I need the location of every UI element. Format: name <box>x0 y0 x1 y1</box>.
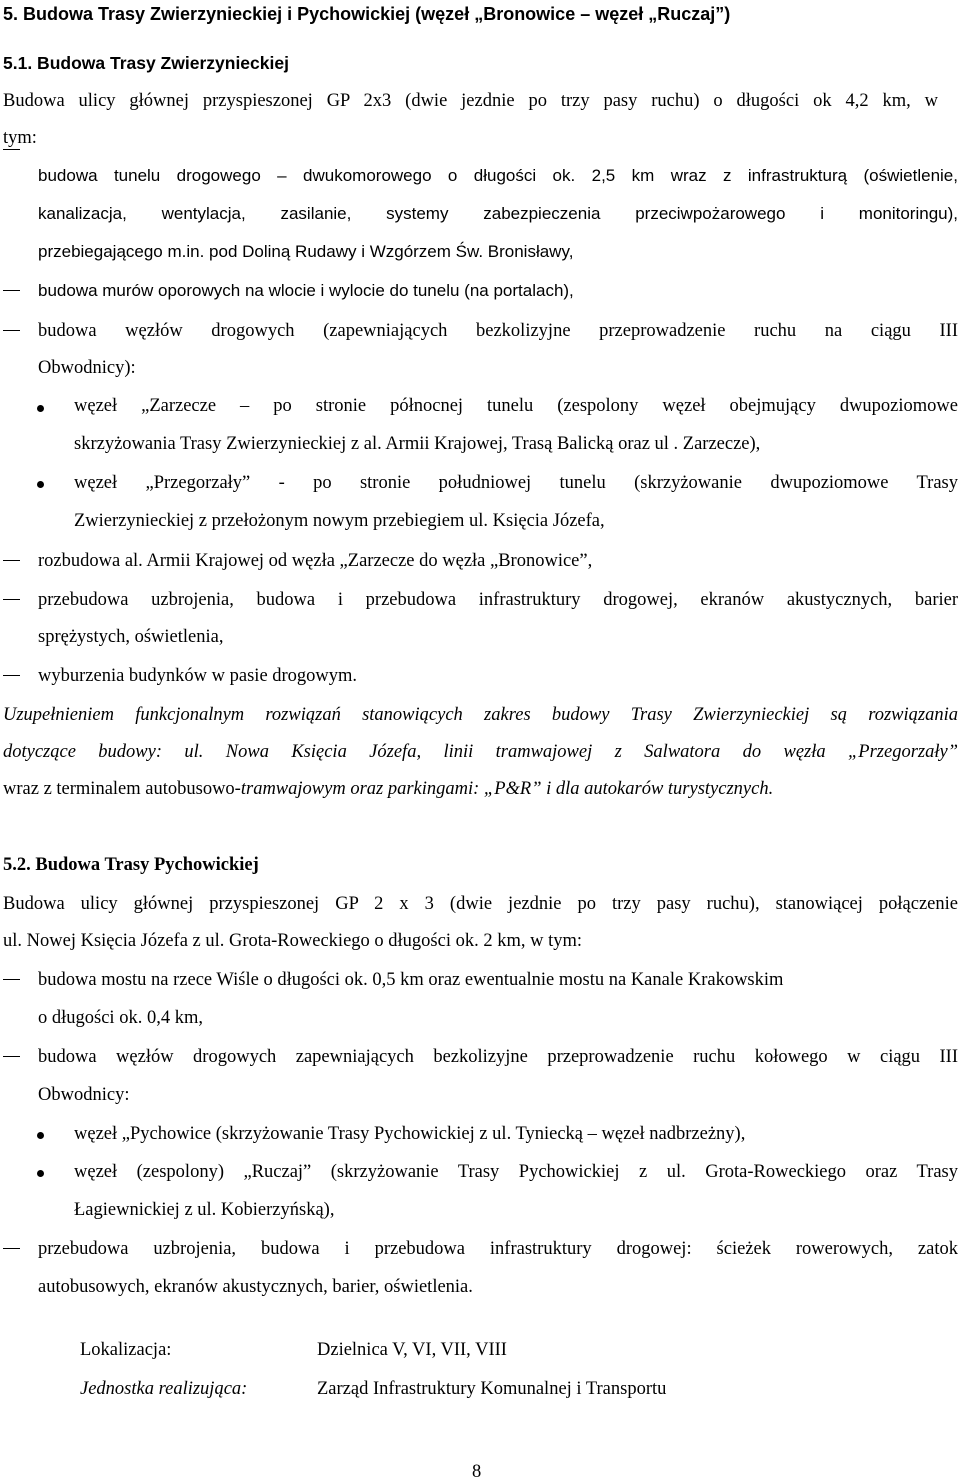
sublist-item-pychowice: węzeł „Pychowice (skrzyżowanie Trasy Pychowickiej z ul. Tyniecką – węzeł nadbrzeżny), <box>74 1124 746 1144</box>
dash-bullet-icon <box>3 675 20 676</box>
section-2-intro: Budowa ulicy głównej przyspieszonej GP 2 x 3 (dwie jezdnie po trzy pasy ruchu), stanowiącej połączenie <box>3 894 958 914</box>
list-item-tunnel-cont: kanalizacja, wentylacja, zasilanie, systemy zabezpieczenia przeciwpożarowego i monitoringu), <box>38 204 958 223</box>
sublist-item-zarzecze: węzeł „Zarzecze – po stronie północnej tunelu (zespolony węzeł obejmujący dwupoziomowe <box>74 396 958 416</box>
list-item-bridge-cont: o długości ok. 0,4 km, <box>38 1008 203 1028</box>
list-item-expansion: rozbudowa al. Armii Krajowej od węzła „Zarzecze do węzła „Bronowice”, <box>38 551 593 571</box>
list-item-rebuild-2: przebudowa uzbrojenia, budowa i przebudowa infrastruktury drogowej: ścieżek rowerowych, zatok <box>38 1239 958 1259</box>
dash-bullet-icon <box>3 290 20 291</box>
list-item-rebuild: przebudowa uzbrojenia, budowa i przebudowa infrastruktury drogowej, ekranów akustycznych, barier <box>38 590 958 610</box>
sublist-item-przegorzaly: węzeł „Przegorzały” - po stronie południowej tunelu (skrzyżowanie dwupoziomowe Trasy <box>74 473 958 493</box>
list-item-tunnel: budowa tunelu drogowego – dwukomorowego o długości ok. 2,5 km wraz z infrastrukturą (oświetlenie, <box>38 166 958 185</box>
sublist-item-zarzecze-cont: skrzyżowania Trasy Zwierzynieckiej z al. Armii Krajowej, Trasą Balicką oraz ul . Zarzecze), <box>74 434 761 454</box>
list-item-walls: budowa murów oporowych na wlocie i wylocie do tunelu (na portalach), <box>38 281 574 300</box>
main-heading: 5. Budowa Trasy Zwierzynieckiej i Pychowickiej (węzeł „Bronowice – węzeł „Ruczaj”) <box>3 4 731 24</box>
unit-value: Zarząd Infrastruktury Komunalnej i Transportu <box>317 1379 667 1399</box>
section-1-intro: Budowa ulicy głównej przyspieszonej GP 2x3 (dwie jezdnie po trzy pasy ruchu) o długości ok 4,2 km, w <box>3 91 938 111</box>
note-paragraph-cont: dotyczące budowy: ul. Nowa Księcia Józefa, linii tramwajowej z Salwatora do węzła „Przegorzały” <box>3 742 958 762</box>
round-bullet-icon <box>37 481 44 488</box>
sublist-item-ruczaj: węzeł (zespolony) „Ruczaj” (skrzyżowanie Trasy Pychowickiej z ul. Grota-Roweckiego oraz Trasy <box>74 1162 958 1182</box>
note-italic-text: tramwajowym oraz parkingami: „P&R” i dla autokarów turystycznych. <box>240 779 774 799</box>
dash-bullet-icon <box>3 979 20 980</box>
sublist-item-ruczaj-cont: Łagiewnickiej z ul. Kobierzyńską), <box>74 1200 335 1220</box>
list-item-nodes-2-cont: Obwodnicy: <box>38 1085 130 1105</box>
list-item-demolition: wyburzenia budynków w pasie drogowym. <box>38 666 358 686</box>
round-bullet-icon <box>37 405 44 412</box>
dash-bullet-icon <box>3 599 20 600</box>
note-paragraph-cont2 <box>3 777 773 801</box>
dash-bullet-icon <box>3 149 20 150</box>
round-bullet-icon <box>37 1170 44 1177</box>
section-2-intro-cont: ul. Nowej Księcia Józefa z ul. Grota-Roweckiego o długości ok. 2 km, w tym: <box>3 931 583 951</box>
unit-label: Jednostka realizująca: <box>80 1379 248 1399</box>
section-1-title: 5.1. Budowa Trasy Zwierzynieckiej <box>3 53 289 73</box>
section-2-title: 5.2. Budowa Trasy Pychowickiej <box>3 855 259 875</box>
list-item-tunnel-cont2: przebiegającego m.in. pod Doliną Rudawy i Wzgórzem Św. Bronisławy, <box>38 242 574 261</box>
location-value: Dzielnica V, VI, VII, VIII <box>317 1340 507 1360</box>
list-item-bridge: budowa mostu na rzece Wiśle o długości ok. 0,5 km oraz ewentualnie mostu na Kanale Krakowskim <box>38 970 784 990</box>
section-1-intro-cont: tym: <box>3 128 37 148</box>
sublist-item-przegorzaly-cont: Zwierzynieckiej z przełożonym nowym przebiegiem ul. Księcia Józefa, <box>74 511 605 531</box>
dash-bullet-icon <box>3 1248 20 1249</box>
list-item-rebuild-cont: sprężystych, oświetlenia, <box>38 627 224 647</box>
location-label: Lokalizacja: <box>80 1340 172 1360</box>
list-item-nodes-2: budowa węzłów drogowych zapewniających bezkolizyjne przeprowadzenie ruchu kołowego w ciągu III <box>38 1047 958 1067</box>
list-item-rebuild-2-cont: autobusowych, ekranów akustycznych, barier, oświetlenia. <box>38 1277 473 1297</box>
note-paragraph: Uzupełnieniem funkcjonalnym rozwiązań stanowiących zakres budowy Trasy Zwierzynieckiej są rozwiązania <box>3 705 958 725</box>
dash-bullet-icon <box>3 330 20 331</box>
list-item-nodes: budowa węzłów drogowych (zapewniających bezkolizyjne przeprowadzenie ruchu na ciągu III <box>38 321 958 341</box>
dash-bullet-icon <box>3 560 20 561</box>
page-number: 8 <box>472 1462 482 1482</box>
round-bullet-icon <box>37 1132 44 1139</box>
dash-bullet-icon <box>3 1056 20 1057</box>
list-item-nodes-cont: Obwodnicy): <box>38 358 136 378</box>
note-normal-text: wraz z terminalem autobusowo- <box>3 779 241 799</box>
